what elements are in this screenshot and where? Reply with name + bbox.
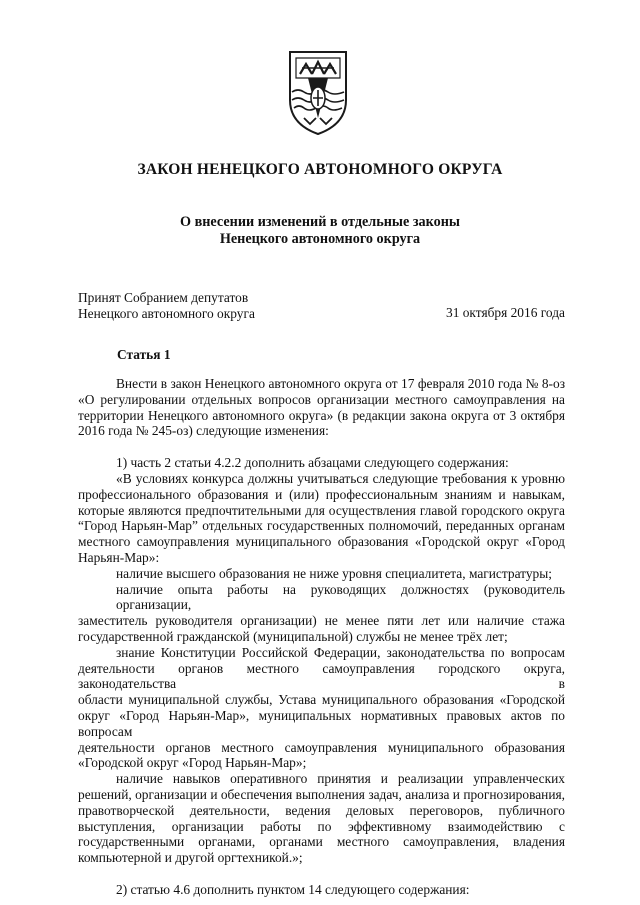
requirement-experience <box>78 582 565 645</box>
text-line: наличие опыта работы на руководящих должностях (руководитель организации, <box>116 581 565 613</box>
text-line: “Город Нарьян-Мар” отдельных государственных полномочий, переданных органам <box>78 518 565 534</box>
text-line: «Городской округ «Город Нарьян-Мар»; <box>78 755 307 771</box>
text-line: правотворческой деятельности, ведения деловых переговоров, публичного <box>78 802 565 818</box>
requirement-education: наличие высшего образования не ниже уровня специалитета, магистратуры; <box>116 565 552 581</box>
coat-of-arms-emblem <box>286 48 350 138</box>
text-line: Нарьян-Мар»: <box>78 549 160 565</box>
subtitle-line: О внесении изменений в отдельные законы <box>180 214 460 230</box>
text-line: деятельности органов местного самоуправления городского округа, законодательства в <box>78 660 565 692</box>
adoption-line: Ненецкого автономного округа <box>78 305 255 321</box>
text-line: наличие навыков оперативного принятия и реализации управленческих <box>116 771 565 787</box>
law-title: ЗАКОН НЕНЕЦКОГО АВТОНОМНОГО ОКРУГА <box>137 161 503 178</box>
text-line: государственной гражданской (муниципальной) службы не менее трёх лет; <box>78 628 508 644</box>
adoption-line: Принят Собранием депутатов <box>78 290 249 305</box>
item2-lead: 2) статью 4.6 дополнить пунктом 14 следующего содержания: <box>116 881 470 897</box>
text-line: выступления, организации работы по эффективному взаимодействию с <box>78 818 565 834</box>
document-body <box>78 376 565 898</box>
text-line: округ «Город Нарьян-Мар», муниципальных нормативных правовых актов по вопросам <box>78 707 565 739</box>
text-line: Внести в закон Ненецкого автономного округа от 17 февраля 2010 года № 8-оз <box>116 376 565 391</box>
subtitle-line: Ненецкого автономного округа <box>219 231 421 247</box>
text-line: 2016 года № 245-оз) следующие изменения: <box>78 423 329 439</box>
law-subtitle <box>0 214 640 248</box>
requirement-knowledge <box>78 645 565 771</box>
text-line: области муниципальной службы, Устава муниципального образования «Городской <box>78 692 565 708</box>
adoption-statement <box>78 290 255 322</box>
article-heading: Статья 1 <box>117 347 171 362</box>
requirement-skills <box>78 771 565 866</box>
adoption-date: 31 октября 2016 года <box>446 305 565 320</box>
text-line: «В условиях конкурса должны учитываться следующие требования к уровню <box>116 470 565 486</box>
text-line: которые являются предпочтительными для осуществления главой городского округа <box>78 502 565 518</box>
text-line: профессионального образования и (или) профессиональным знаниям и навыкам, <box>78 486 565 502</box>
text-line: государственными органами, органами местного самоуправления, владения <box>78 834 565 850</box>
text-line: территории Ненецкого автономного округа» (в редакции закона округа от 3 октября <box>78 407 565 423</box>
text-line: компьютерной и другой оргтехникой.»; <box>78 850 303 866</box>
item1-lead: 1) часть 2 статьи 4.2.2 дополнить абзацами следующего содержания: <box>116 455 509 471</box>
text-line: местного самоуправления муниципального образования «Городской округ «Город <box>78 534 565 550</box>
intro-paragraph <box>78 376 565 439</box>
text-line: «О регулировании отдельных вопросов организации местного самоуправления на <box>78 391 565 407</box>
item1-quote <box>78 471 565 566</box>
text-line: решений, организации и обеспечения выполнения задач, анализа и прогнозирования, <box>78 786 565 802</box>
text-line: деятельности органов местного самоуправления муниципального образования <box>78 739 565 755</box>
text-line: заместитель руководителя организации) не менее пяти лет или наличие стажа <box>78 613 565 629</box>
text-line: знание Конституции Российской Федерации, законодательства по вопросам <box>116 644 565 660</box>
